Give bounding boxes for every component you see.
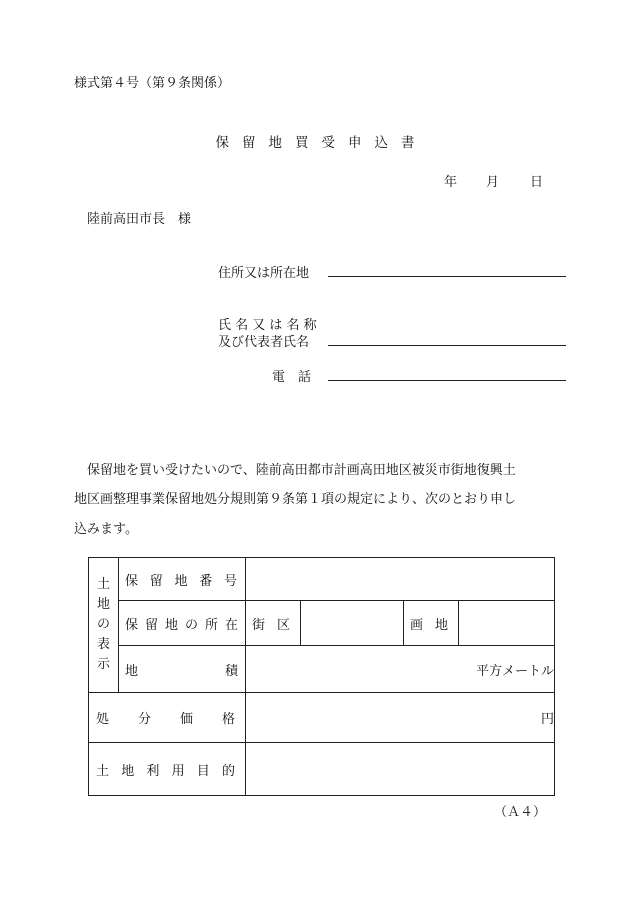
addressee: 陸前高田市長 様 bbox=[87, 212, 192, 227]
block-label: 街 区 bbox=[246, 601, 301, 646]
form-number: 様式第４号（第９条関係） bbox=[74, 76, 231, 91]
address-label: 住所又は所在地 bbox=[218, 266, 310, 281]
date-year: 年 bbox=[444, 175, 458, 190]
location-label: 保 留 地 の 所 在 bbox=[119, 601, 246, 646]
land-display-label: 土 地 の 表 示 bbox=[89, 558, 119, 693]
date-day: 日 bbox=[530, 175, 544, 190]
document-title: 保留地買受申込書 bbox=[215, 135, 428, 151]
lot-label: 画 地 bbox=[404, 601, 459, 646]
price-field[interactable] bbox=[246, 693, 555, 743]
phone-field[interactable] bbox=[328, 380, 566, 381]
address-field[interactable] bbox=[328, 276, 566, 277]
date-month: 月 bbox=[486, 175, 500, 190]
price-label: 処 分 価 格 bbox=[89, 693, 246, 743]
name-label-line1: 氏 名 又 は 名 称 bbox=[218, 318, 317, 333]
body-line: 保留地を買い受けたいので、陸前高田都市計画高田地区被災市街地復興土 bbox=[87, 463, 516, 478]
name-label-line2: 及び代表者氏名 bbox=[218, 335, 310, 350]
block-field[interactable] bbox=[301, 601, 404, 646]
body-line: 地区画整理事業保留地処分規則第９条第１項の規定により、次のとおり申し bbox=[74, 492, 517, 507]
lot-number-label: 保 留 地 番 号 bbox=[119, 558, 246, 601]
lot-field[interactable] bbox=[459, 601, 555, 646]
application-table bbox=[88, 557, 555, 796]
paper-size-note: （Ａ４） bbox=[493, 805, 546, 820]
area-label: 地 積 bbox=[119, 646, 246, 693]
phone-label: 電 話 bbox=[272, 370, 312, 385]
name-field[interactable] bbox=[328, 345, 566, 346]
body-line: 込みます。 bbox=[74, 522, 138, 537]
lot-number-field[interactable] bbox=[246, 558, 555, 601]
price-unit: 円 bbox=[540, 712, 554, 727]
purpose-label: 土 地 利 用 目 的 bbox=[89, 743, 246, 796]
area-field[interactable] bbox=[246, 646, 555, 693]
purpose-field[interactable] bbox=[246, 743, 555, 796]
area-unit: 平方メートル bbox=[475, 663, 554, 679]
